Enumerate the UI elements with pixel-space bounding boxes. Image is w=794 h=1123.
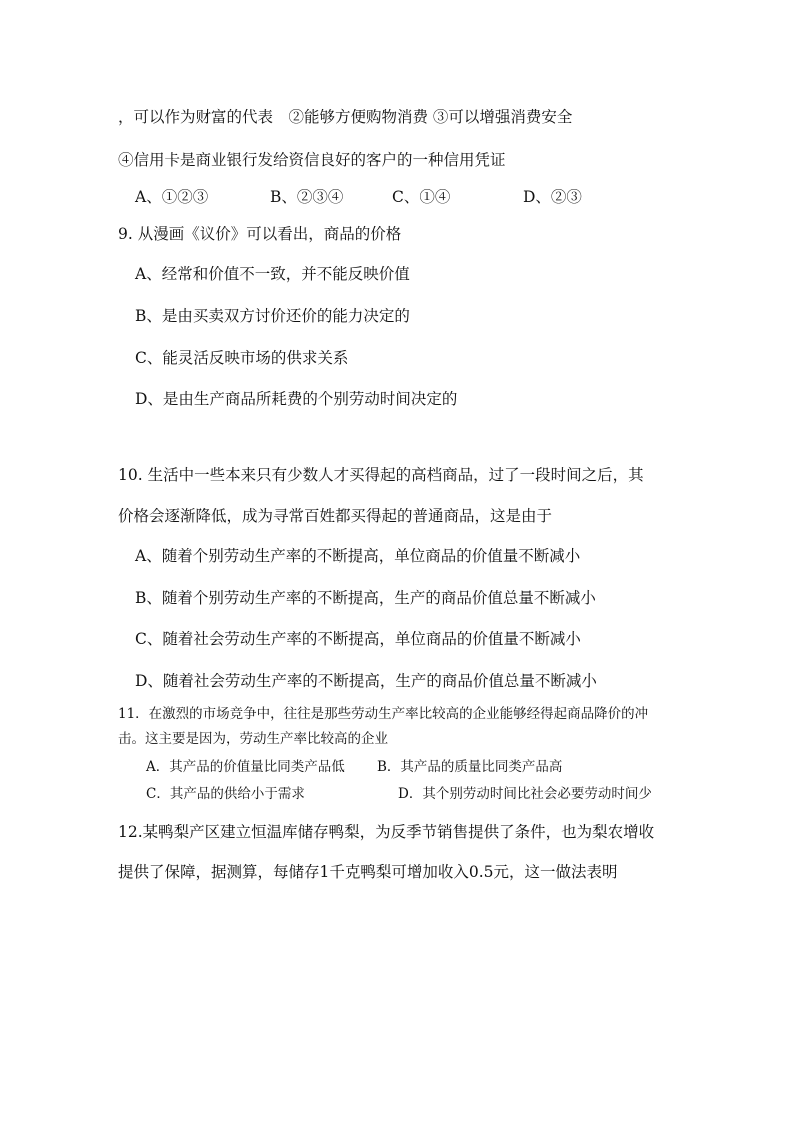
q8-text-line-2: ④信用卡是商业银行发给资信良好的客户的一种信用凭证	[118, 151, 506, 169]
q10-option-d: D、随着社会劳动生产率的不断提高，生产的商品价值总量不断减小	[135, 672, 597, 690]
q11-stem-line-2: 击。这主要是因为，劳动生产率比较高的企业	[118, 731, 388, 747]
q10-stem-line-1: 10. 生活中一些本来只有少数人才买得起的高档商品，过了一段时间之后，其	[118, 466, 644, 484]
q10-option-c: C、随着社会劳动生产率的不断提高，单位商品的价值量不断减小	[135, 630, 581, 648]
q10-stem-line-2: 价格会逐渐降低，成为寻常百姓都买得起的普通商品，这是由于	[118, 507, 553, 525]
q9-option-a: A、经常和价值不一致，并不能反映价值	[135, 265, 410, 283]
q9-stem: 9. 从漫画《议价》可以看出，商品的价格	[118, 225, 402, 243]
q11-stem-line-1: 11．在激烈的市场竞争中，往往是那些劳动生产率比较高的企业能够经得起商品降价的冲	[118, 706, 649, 722]
q9-option-b: B、是由买卖双方讨价还价的能力决定的	[135, 307, 410, 325]
q8-text-line-1: ，可以作为财富的代表 ②能够方便购物消费 ③可以增强消费安全	[118, 108, 573, 126]
q12-stem-line-1: 12.某鸭梨产区建立恒温库储存鸭梨，为反季节销售提供了条件，也为梨农增收	[118, 823, 655, 841]
q8-option-d: D、②③	[523, 188, 582, 206]
q11-option-c: C．其产品的供给小于需求	[146, 786, 305, 802]
q10-option-b: B、随着个别劳动生产率的不断提高，生产的商品价值总量不断减小	[135, 589, 596, 607]
q8-option-b: B、②③④	[270, 188, 344, 206]
q8-option-a: A、①②③	[135, 188, 209, 206]
q10-option-a: A、随着个别劳动生产率的不断提高，单位商品的价值量不断减小	[135, 547, 581, 565]
q11-option-d: D．其个别劳动时间比社会必要劳动时间少	[398, 786, 652, 802]
q11-option-a: A．其产品的价值量比同类产品低	[146, 759, 345, 775]
q9-option-d: D、是由生产商品所耗费的个别劳动时间决定的	[135, 390, 458, 408]
q12-stem-line-2: 提供了保障，据测算，每储存1千克鸭梨可增加收入0.5元，这一做法表明	[118, 863, 618, 881]
q11-option-b: B．其产品的质量比同类产品高	[377, 759, 563, 775]
q8-option-c: C、①④	[392, 188, 451, 206]
q9-option-c: C、能灵活反映市场的供求关系	[135, 349, 349, 367]
